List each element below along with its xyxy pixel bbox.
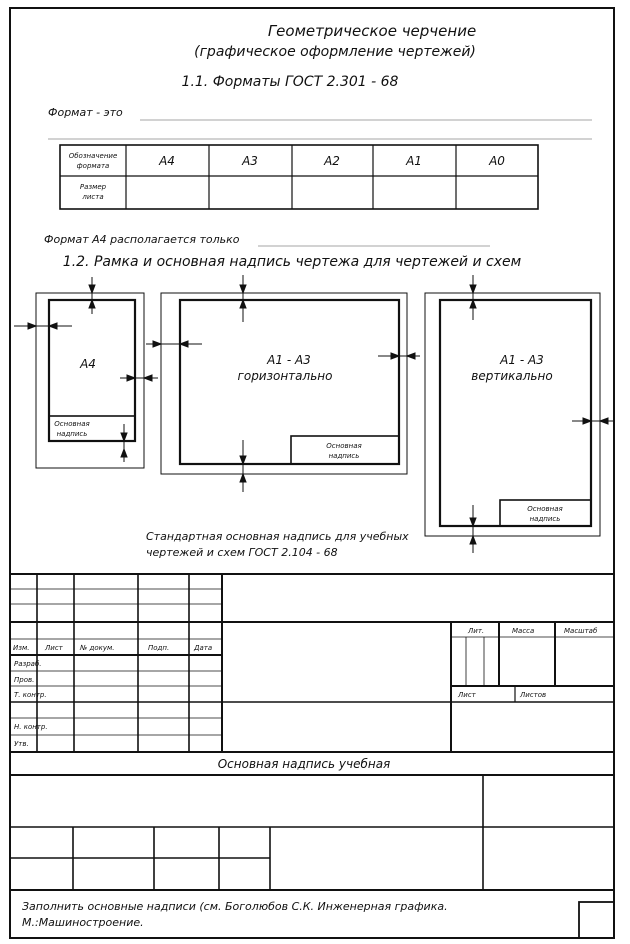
a4-label: А4 [80,357,96,371]
edu-title-block [10,775,614,890]
tb-row-prov: Пров. [14,676,35,684]
vertical-label-2: вертикально [471,369,553,383]
standard-note-line-1: Стандартная основная надпись для учебных [146,530,409,543]
tb-header-date: Дата [194,644,213,652]
table-row1-label: Обозначение [68,152,118,160]
format-definition-label: Формат - это [48,106,123,119]
tb-row-tkontr: Т. контр. [14,691,47,699]
footer-line-2: М.:Машиностроение. [22,916,144,929]
section-2-heading: 1.2. Рамка и основная надпись чертежа для чертежей и схем [62,254,522,270]
page-subtitle: (графическое оформление чертежей) [194,44,476,60]
edu-title: Основная надпись учебная [217,757,391,771]
tb-row-nkontr: Н. контр. [14,723,48,731]
page-title: Геометрическое черчение [267,22,477,40]
diagram-vertical [425,293,600,536]
horizontal-label-2: горизонтально [237,369,333,383]
format-cell-a3: А3 [242,154,258,168]
tb-sheets: Листов [520,691,547,699]
standard-note-line-2: чертежей и схем ГОСТ 2.104 - 68 [146,546,338,559]
table-row2-label-2: листа [82,193,104,201]
tb-header-izm: Изм. [13,644,30,652]
format-cell-a1: А1 [406,154,422,168]
format-cell-a4: А4 [159,154,175,168]
section-1-heading: 1.1. Форматы ГОСТ 2.301 - 68 [181,74,399,90]
vertical-stamp-label-2: надпись [529,515,561,523]
footer-line-1: Заполнить основные надписи (см. Боголюбов С.К. Инженерная графика. [22,900,448,913]
format-cell-a0: А0 [489,154,505,168]
a4-note: Формат А4 располагается только [44,233,240,246]
table-row1-label-2: формата [76,162,110,170]
tb-header-sign: Подп. [148,644,170,652]
vertical-label-1: А1 - А3 [500,353,544,367]
horizontal-stamp-label-2: надпись [328,452,360,460]
sheet-frame [10,8,614,938]
page-number-box [579,902,614,938]
horizontal-label-1: А1 - А3 [267,353,311,367]
tb-row-razrab: Разраб. [14,660,42,668]
horizontal-stamp-label-1: Основная [326,442,362,450]
tb-lit: Лит. [468,627,485,635]
tb-sheet: Лист [458,691,476,699]
tb-header-list: Лист [45,644,63,652]
tb-header-doc: № докум. [80,644,115,652]
table-row2-label: Размер [79,183,107,191]
format-cell-a2: А2 [324,154,340,168]
vertical-stamp-label-1: Основная [527,505,563,513]
diagram-horizontal [161,293,407,474]
tb-scale: Масштаб [564,627,598,635]
format-table [60,145,538,209]
tb-mass: Масса [512,627,535,635]
a4-stamp-label-1: Основная [54,420,90,428]
dimension-arrows [14,275,614,553]
a4-stamp-label-2: надпись [56,430,88,438]
title-block [10,574,614,752]
tb-row-utv: Утв. [14,740,29,748]
